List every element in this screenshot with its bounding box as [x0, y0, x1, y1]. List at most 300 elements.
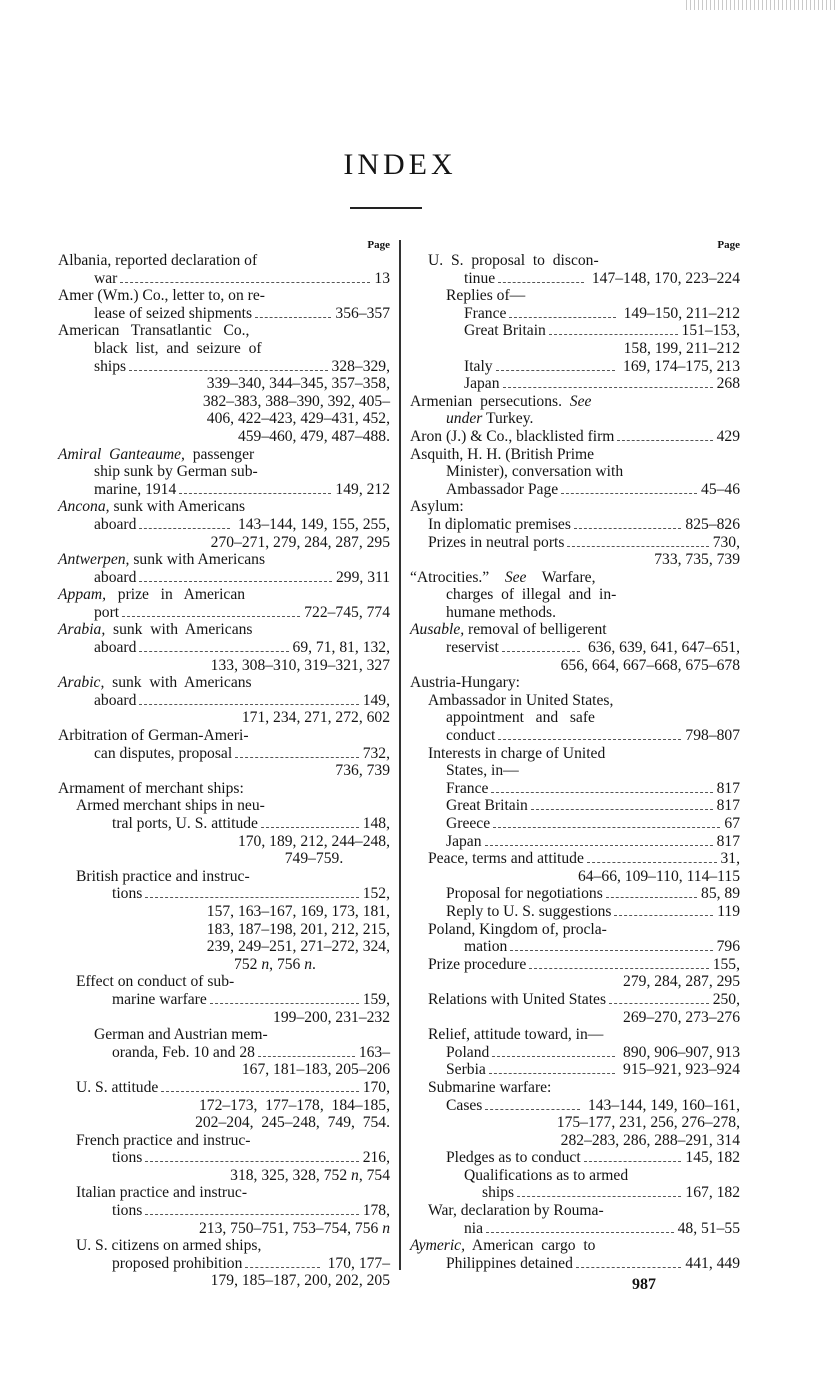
entry-text: reservist: [446, 639, 499, 657]
dot-leader: [496, 370, 615, 371]
index-line: [410, 921, 740, 939]
dot-leader: [145, 1161, 358, 1162]
page-reference: 163–: [358, 1043, 390, 1061]
page-reference: 149,: [362, 691, 390, 709]
entry-text: tions: [112, 1202, 143, 1220]
entry-text: Replies of—: [446, 287, 526, 305]
page-reference: 149–150, 211–212: [623, 304, 740, 322]
page-reference: 69, 71, 81, 132,: [292, 639, 390, 657]
index-line: [58, 956, 390, 974]
index-line: [410, 815, 740, 833]
index-line: [410, 674, 740, 692]
index-line: [410, 850, 740, 868]
index-line: [58, 1132, 390, 1150]
entry-text: Austria-Hungary:: [410, 674, 520, 692]
page-reference: 406, 422–423, 429–431, 452,: [206, 410, 390, 428]
index-line: [58, 287, 390, 305]
page-reference: 175–177, 231, 256, 276–278,: [556, 1114, 740, 1132]
index-line: [58, 815, 390, 833]
page-reference: 915–921, 923–924: [623, 1061, 740, 1079]
page-reference: 67: [724, 815, 740, 832]
index-line: [58, 1255, 390, 1273]
column-header-page: Page: [717, 239, 740, 251]
index-line: [410, 1114, 740, 1132]
index-line: [410, 340, 740, 358]
index-line: [58, 885, 390, 903]
entry-text: Greece: [446, 815, 491, 832]
index-line: [58, 252, 390, 270]
index-line: [58, 1079, 390, 1097]
page-reference: 722–745, 774: [304, 603, 390, 621]
index-line: [58, 1184, 390, 1202]
page-reference: 148,: [362, 815, 390, 832]
index-line: [410, 973, 740, 991]
index-line: [58, 709, 390, 727]
page-reference: 733, 735, 739: [654, 551, 740, 569]
index-line: [58, 270, 390, 288]
entry-text: appointment and safe: [446, 709, 595, 727]
dot-leader: [492, 1056, 615, 1057]
page-reference: 282–283, 286, 288–291, 314: [560, 1131, 740, 1149]
index-line: [410, 780, 740, 798]
index-line: [410, 956, 740, 974]
page-reference: 157, 163–167, 169, 173, 181,: [206, 902, 390, 920]
index-line: [58, 745, 390, 763]
index-line: [410, 797, 740, 815]
entry-text: port: [94, 603, 120, 621]
page-reference: 31,: [720, 850, 740, 868]
page-reference: 143–144, 149, 160–161,: [587, 1096, 740, 1114]
index-line: [58, 410, 390, 428]
entry-text: Ausable, removal of belligerent: [410, 621, 607, 639]
index-line: [58, 1149, 390, 1167]
page-reference: 45–46: [701, 480, 740, 498]
entry-text: ship sunk by German sub-: [94, 463, 258, 481]
index-line: [410, 762, 740, 780]
index-line: [58, 516, 390, 534]
page-number: 987: [632, 1276, 656, 1293]
entry-text: charges of illegal and in-: [446, 586, 617, 604]
entry-text: tral ports, U. S. attitude: [112, 815, 258, 832]
page-reference: 441, 449: [685, 1254, 740, 1272]
entry-text: ships: [94, 357, 127, 375]
entry-text: Antwerpen, sunk with Americans: [58, 551, 266, 569]
index-line: [410, 833, 740, 851]
entry-text: ships: [482, 1184, 515, 1202]
entry-text: black list, and seizure of: [94, 339, 262, 357]
index-line: [410, 1044, 740, 1062]
index-line: [410, 534, 740, 552]
page-reference: 356–357: [335, 304, 390, 322]
index-line: [410, 709, 740, 727]
entry-text: German and Austrian mem-: [94, 1026, 268, 1044]
index-line: [410, 639, 740, 657]
page-reference: 167, 181–183, 205–206: [241, 1061, 390, 1079]
index-column-right: [410, 238, 740, 1272]
entry-text: Armed merchant ships in neu-: [76, 797, 265, 815]
page-reference: 202–204, 245–248, 749, 754.: [195, 1114, 390, 1132]
entry-text: France: [464, 304, 507, 322]
entry-text: aboard: [94, 691, 137, 709]
index-line: [58, 797, 390, 815]
dot-leader: [502, 651, 580, 652]
page-reference: 796: [716, 938, 740, 956]
entry-text: Pledges as to conduct: [446, 1149, 581, 1167]
page-reference: 151–153,: [681, 322, 740, 340]
entry-text: marine, 1914: [94, 480, 177, 498]
index-line: [58, 428, 390, 446]
index-line: [410, 481, 740, 499]
entry-text: American Transatlantic Co.,: [58, 322, 250, 340]
entry-text: marine warfare: [112, 990, 207, 1008]
page-title: INDEX: [343, 148, 457, 181]
index-line: [410, 1026, 740, 1044]
index-line: [58, 586, 390, 604]
index-line: [58, 639, 390, 657]
entry-text: Aymeric, American cargo to: [410, 1237, 596, 1255]
index-line: [410, 287, 740, 305]
dot-leader: [614, 915, 713, 916]
entry-text: States, in—: [446, 762, 519, 780]
dot-leader: [139, 704, 358, 705]
index-line: [410, 446, 740, 464]
entry-text: Asquith, H. H. (British Prime: [410, 445, 595, 463]
index-line: [410, 1202, 740, 1220]
index-line: [58, 692, 390, 710]
index-line: [410, 375, 740, 393]
entry-text: nia: [464, 1219, 484, 1237]
entry-text: aboard: [94, 515, 137, 533]
index-line: [410, 885, 740, 903]
page-reference: 13: [374, 269, 390, 287]
page-reference: 64–66, 109–110, 114–115: [578, 867, 740, 885]
page-reference: 48, 51–55: [677, 1219, 740, 1237]
index-line: [58, 534, 390, 552]
index-line: [410, 410, 740, 428]
dot-leader: [503, 387, 713, 388]
index-lines: [58, 252, 390, 1290]
index-line: [410, 657, 740, 675]
index-line: [410, 428, 740, 446]
entry-text: Serbia: [446, 1061, 486, 1079]
entry-text: U. S. attitude: [76, 1078, 159, 1096]
entry-text: humane methods.: [446, 603, 557, 621]
dot-leader: [510, 950, 712, 951]
index-line: [58, 1272, 390, 1290]
index-line: [58, 833, 390, 851]
page-reference: 239, 249–251, 271–272, 324,: [206, 938, 390, 956]
entry-text: Armenian persecutions. See: [410, 392, 592, 410]
dot-leader: [485, 1109, 580, 1110]
entry-text: U. S. citizens on armed ships,: [76, 1237, 262, 1255]
entry-text: Ancona, sunk with Americans: [58, 498, 246, 516]
index-line: [58, 604, 390, 622]
dot-leader: [235, 757, 359, 758]
page-reference: 169, 174–175, 213: [623, 357, 740, 375]
index-line: [58, 938, 390, 956]
index-line: [410, 393, 740, 411]
page-reference: 730,: [712, 533, 740, 551]
index-line: [58, 1237, 390, 1255]
page-reference: 179, 185–187, 200, 202, 205: [210, 1272, 390, 1290]
page-reference: 183, 187–198, 201, 212, 215,: [206, 920, 390, 938]
dot-leader: [587, 862, 717, 863]
entry-text: Asylum:: [410, 498, 464, 516]
page-reference: 299, 311: [336, 568, 390, 586]
page-reference: 133, 308–310, 319–321, 327: [210, 656, 390, 674]
page-reference: 459–460, 479, 487–488.: [237, 427, 390, 445]
dot-leader: [120, 282, 370, 283]
page-reference: 890, 906–907, 913: [623, 1043, 740, 1061]
index-line: [410, 569, 740, 587]
entry-text: can disputes, proposal: [94, 744, 233, 762]
entry-text: Philippines detained: [446, 1254, 573, 1272]
index-line: [410, 1097, 740, 1115]
index-line: [58, 921, 390, 939]
page-reference: 429: [716, 427, 740, 445]
entry-text: Poland, Kingdom of, procla-: [428, 920, 607, 938]
index-line: [410, 903, 740, 921]
dot-leader: [584, 1161, 682, 1162]
page-reference: 199–200, 231–232: [273, 1008, 390, 1026]
index-line: [58, 1167, 390, 1185]
page-reference: 155,: [712, 955, 740, 973]
page-reference: 817: [716, 797, 740, 815]
dot-leader: [261, 827, 359, 828]
index-line: [58, 481, 390, 499]
page-reference: 825–826: [685, 515, 740, 533]
index-line: [58, 850, 390, 868]
entry-text: France: [446, 779, 489, 797]
entry-text: tions: [112, 1149, 143, 1167]
page-reference: 171, 234, 271, 272, 602: [241, 709, 390, 727]
entry-text: Arbitration of German-Ameri-: [58, 727, 249, 745]
index-line: [58, 903, 390, 921]
index-line: [58, 973, 390, 991]
index-line: [410, 1009, 740, 1027]
dot-leader: [509, 317, 615, 318]
entry-text: Minister), conversation with: [446, 463, 624, 481]
index-line: [410, 1167, 740, 1185]
dot-leader: [258, 1056, 355, 1057]
index-line: [410, 463, 740, 481]
entry-text: Submarine warfare:: [428, 1078, 552, 1096]
dot-leader: [561, 493, 697, 494]
entry-text: Japan: [446, 832, 482, 850]
page-reference: 159,: [362, 990, 390, 1008]
page-reference: 736, 739: [335, 762, 390, 780]
index-line: [58, 393, 390, 411]
entry-text: French practice and instruc-: [76, 1131, 251, 1149]
entry-text: Italian practice and instruc-: [76, 1184, 248, 1202]
page-reference: 752 n, 756 n.: [234, 955, 390, 973]
page-reference: 170,: [362, 1078, 390, 1096]
dot-leader: [609, 1003, 709, 1004]
entry-text: Prizes in neutral ports: [428, 533, 565, 551]
page-reference: 270–271, 279, 284, 287, 295: [210, 533, 390, 551]
entry-text: Arabic, sunk with Americans: [58, 674, 252, 692]
page-reference: 732,: [362, 744, 390, 762]
dot-leader: [498, 739, 681, 740]
index-line: [410, 692, 740, 710]
index-line: [58, 762, 390, 780]
entry-text: tinue: [464, 269, 496, 287]
index-line: [410, 252, 740, 270]
index-line: [410, 604, 740, 622]
scan-artifact: [686, 0, 836, 10]
dot-leader: [161, 1091, 358, 1092]
index-line: [58, 1044, 390, 1062]
entry-text: Appam, prize in American: [58, 586, 246, 604]
page-reference: 85, 89: [701, 885, 740, 903]
dot-leader: [210, 1003, 359, 1004]
index-line: [410, 1237, 740, 1255]
index-line: [410, 1079, 740, 1097]
entry-text: aboard: [94, 639, 137, 657]
index-line: [58, 621, 390, 639]
entry-text: Reply to U. S. suggestions: [446, 902, 612, 920]
entry-text: Arabia, sunk with Americans: [58, 621, 253, 639]
index-line: [410, 1132, 740, 1150]
index-line: [410, 745, 740, 763]
entry-text: Qualifications as to armed: [464, 1166, 629, 1184]
dot-leader: [255, 317, 331, 318]
index-line: [58, 1202, 390, 1220]
entry-text: Effect on conduct of sub-: [76, 973, 235, 991]
dot-leader: [567, 546, 708, 547]
page-reference: 170, 177–: [327, 1254, 390, 1272]
entry-text: Prize procedure: [428, 955, 527, 973]
index-line: [58, 569, 390, 587]
dot-leader: [245, 1267, 319, 1268]
page-reference: 817: [716, 832, 740, 850]
index-line: [58, 1097, 390, 1115]
dot-leader: [517, 1196, 681, 1197]
entry-text: Amiral Ganteaume, passenger: [58, 445, 255, 463]
page-reference: 339–340, 344–345, 357–358,: [206, 375, 390, 393]
entry-text: In diplomatic premises: [428, 515, 571, 533]
title-rule: [350, 207, 422, 209]
index-line: [410, 621, 740, 639]
page-reference: 170, 189, 212, 244–248,: [237, 832, 390, 850]
entry-text: Cases: [446, 1096, 483, 1114]
entry-text: Ambassador in United States,: [428, 691, 614, 709]
index-line: [58, 358, 390, 376]
index-line: [410, 1061, 740, 1079]
page-reference: 172–173, 177–178, 184–185,: [198, 1096, 390, 1114]
index-line: [410, 551, 740, 569]
dot-leader: [129, 370, 327, 371]
entry-text: Relations with United States: [428, 990, 607, 1008]
entry-text: U. S. proposal to discon-: [428, 252, 599, 269]
page-reference: 656, 664, 667–668, 675–678: [560, 656, 740, 674]
index-line: [58, 551, 390, 569]
page-reference: 749–759.: [284, 850, 390, 868]
dot-leader: [179, 493, 331, 494]
entry-text: Albania, reported declaration of: [58, 252, 258, 269]
entry-text: Interests in charge of United: [428, 744, 606, 762]
page-reference: 213, 750–751, 753–754, 756 n: [198, 1219, 390, 1237]
page-reference: 268: [716, 375, 740, 393]
entry-text: War, declaration by Rouma-: [428, 1202, 604, 1220]
dot-leader: [529, 968, 708, 969]
page-reference: 279, 284, 287, 295: [623, 973, 740, 991]
entry-text: Aron (J.) & Co., blacklisted firm: [410, 427, 615, 445]
index-line: [410, 586, 740, 604]
page-reference: 382–383, 388–390, 392, 405–: [202, 392, 390, 410]
index-line: [410, 1255, 740, 1273]
dot-leader: [139, 528, 230, 529]
dot-leader: [486, 1232, 674, 1233]
page-reference: 167, 182: [685, 1184, 740, 1202]
index-line: [410, 1149, 740, 1167]
index-line: [410, 270, 740, 288]
index-line: [410, 868, 740, 886]
index-line: [410, 322, 740, 340]
page-reference: 328–329,: [331, 357, 390, 375]
index-line: [58, 1114, 390, 1132]
dot-leader: [139, 651, 288, 652]
entry-text: under Turkey.: [446, 410, 534, 428]
page-reference: 318, 325, 328, 752 n, 754: [230, 1166, 390, 1184]
index-line: [410, 991, 740, 1009]
dot-leader: [145, 897, 358, 898]
entry-text: tions: [112, 885, 143, 903]
dot-leader: [606, 897, 697, 898]
dot-leader: [617, 440, 712, 441]
index-line: [58, 991, 390, 1009]
dot-leader: [531, 809, 713, 810]
dot-leader: [485, 845, 713, 846]
entry-text: conduct: [446, 727, 496, 745]
index-line: [58, 498, 390, 516]
entry-text: aboard: [94, 568, 137, 586]
page-reference: 149, 212: [335, 480, 390, 498]
dot-leader: [145, 1214, 358, 1215]
dot-leader: [139, 581, 332, 582]
entry-text: Armament of merchant ships:: [58, 779, 244, 797]
index-line: [58, 868, 390, 886]
index-line: [410, 938, 740, 956]
page-reference: 145, 182: [685, 1149, 740, 1167]
index-line: [58, 780, 390, 798]
page-reference: 147–148, 170, 223–224: [591, 269, 740, 287]
column-header-page: Page: [367, 239, 390, 251]
column-divider: [399, 240, 401, 1270]
page-reference: 158, 199, 211–212: [623, 339, 740, 357]
index-line: [410, 305, 740, 323]
index-line: [58, 674, 390, 692]
index-line: [410, 727, 740, 745]
page-reference: 636, 639, 641, 647–651,: [587, 639, 740, 657]
entry-text: Italy: [464, 357, 493, 375]
page-reference: 250,: [712, 990, 740, 1008]
index-line: [58, 322, 390, 340]
entry-text: Relief, attitude toward, in—: [428, 1026, 604, 1044]
page-reference: 152,: [362, 885, 390, 903]
entry-text: mation: [464, 938, 508, 956]
dot-leader: [574, 528, 682, 529]
index-lines: [410, 252, 740, 1272]
entry-text: lease of seized shipments: [94, 304, 253, 322]
entry-text: war: [94, 269, 118, 287]
dot-leader: [491, 792, 712, 793]
index-line: [58, 375, 390, 393]
index-line: [410, 1220, 740, 1238]
index-line: [410, 358, 740, 376]
page-reference: 119: [717, 902, 740, 920]
index-line: [58, 1009, 390, 1027]
